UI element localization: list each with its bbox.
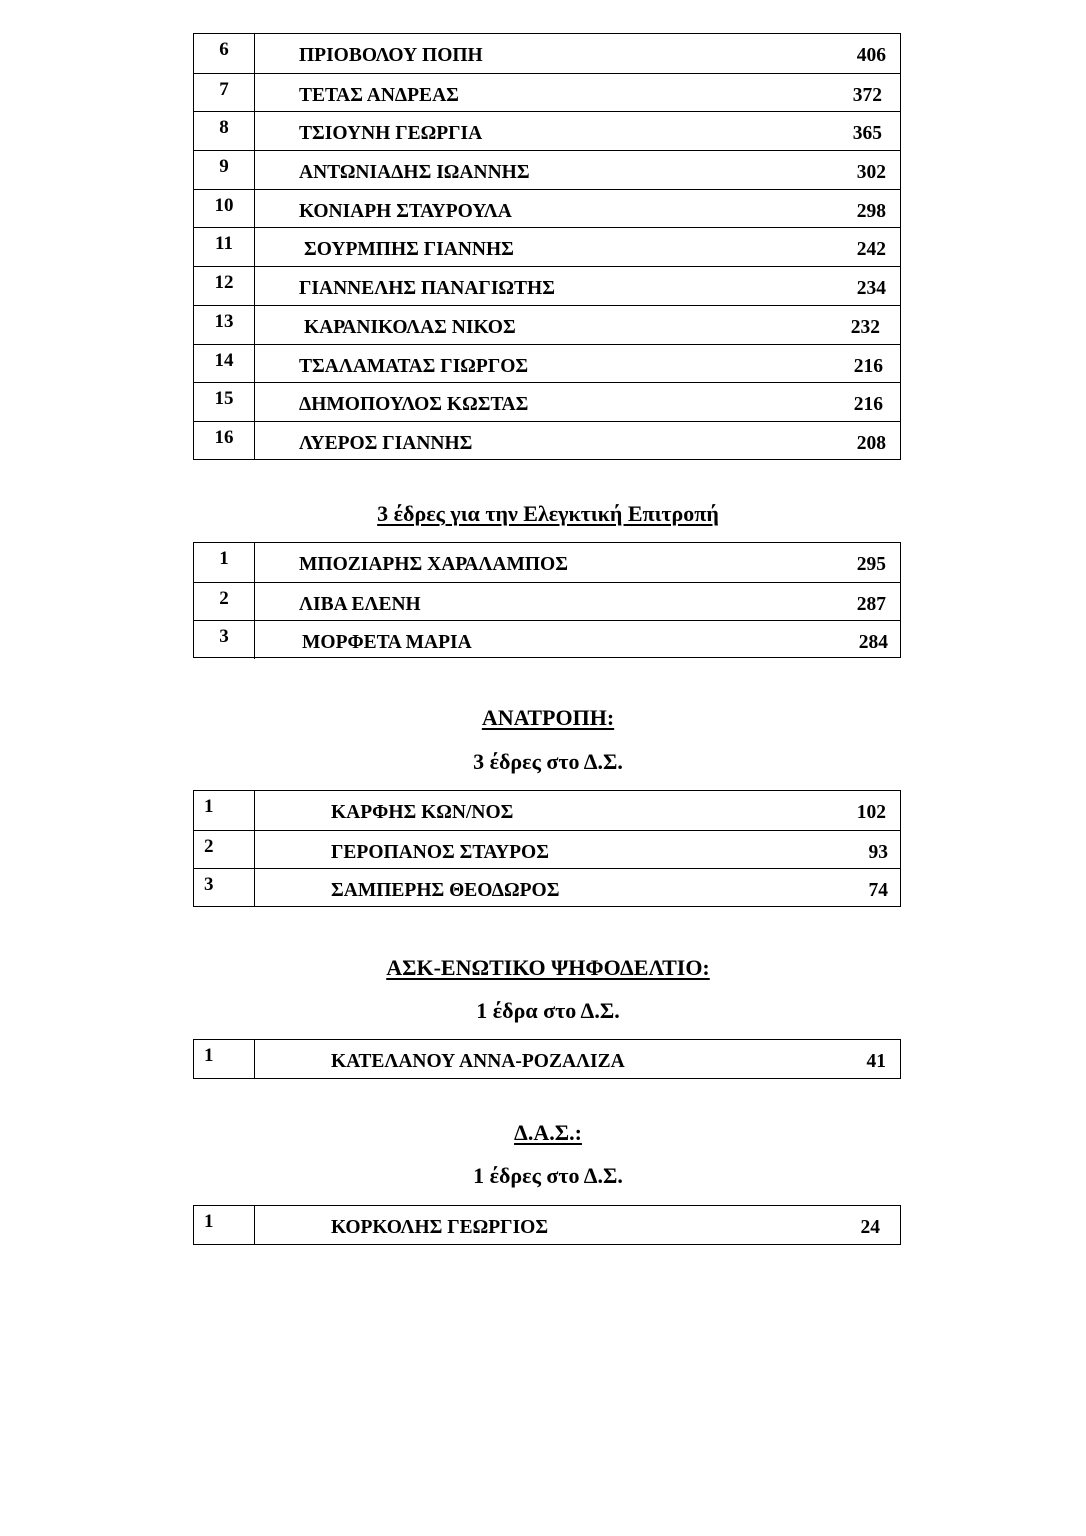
candidate-name: ΣΟΥΡΜΠΗΣ ΓΙΑΝΝΗΣ	[304, 239, 514, 261]
vote-count: 41	[866, 1051, 886, 1072]
audit-committee-heading	[5, 503, 1086, 525]
candidate-name: ΚΑΤΕΛΑΝΟΥ ΑΝΝΑ-ΡΟΖΑΛΙΖΑ	[331, 1051, 625, 1072]
candidate-name: ΓΕΡΟΠΑΝΟΣ ΣΤΑΥΡΟΣ	[331, 841, 549, 863]
table-row	[194, 189, 900, 228]
row-number: 1	[194, 1040, 255, 1078]
das-title-text: Δ.Α.Σ.:	[514, 1120, 582, 1145]
candidate-name: ΚΟΝΙΑΡΗ ΣΤΑΥΡΟΥΛΑ	[299, 200, 512, 222]
anatropi-title-text: ΑΝΑΤΡΟΠΗ:	[481, 705, 615, 730]
table-row	[194, 150, 900, 189]
row-number: 6	[194, 34, 255, 73]
row-number: 7	[194, 74, 255, 112]
vote-count: 216	[853, 355, 883, 377]
candidate-name: ΜΠΟΖΙΑΡΗΣ ΧΑΡΑΛΑΜΠΟΣ	[299, 554, 568, 575]
results-table-main	[193, 33, 901, 460]
vote-count: 93	[868, 841, 888, 863]
candidate-name: ΚΑΡΑΝΙΚΟΛΑΣ ΝΙΚΟΣ	[304, 316, 516, 338]
ask-seats: 1 έδρα στο Δ.Σ.	[476, 998, 620, 1023]
candidate-name: ΚΑΡΦΗΣ ΚΩΝ/ΝΟΣ	[331, 802, 514, 823]
row-number: 1	[194, 543, 255, 582]
table-row	[194, 791, 900, 830]
table-row	[194, 34, 900, 73]
vote-count: 365	[852, 123, 882, 145]
row-number: 14	[194, 345, 255, 383]
vote-count: 102	[856, 802, 886, 823]
vote-count: 298	[856, 200, 886, 222]
table-row	[194, 305, 900, 344]
candidate-name: ΤΣΑΛΑΜΑΤΑΣ ΓΙΩΡΓΟΣ	[299, 355, 529, 377]
row-number: 2	[194, 831, 255, 869]
anatropi-title	[5, 707, 1086, 729]
candidate-name: ΤΕΤΑΣ ΑΝΔΡΕΑΣ	[299, 84, 459, 106]
vote-count: 295	[856, 554, 886, 575]
table-row	[194, 582, 900, 621]
candidate-name: ΛΥΕΡΟΣ ΓΙΑΝΝΗΣ	[299, 432, 473, 454]
row-number: 1	[194, 791, 255, 830]
row-number: 10	[194, 190, 255, 228]
anatropi-seats: 3 έδρες στο Δ.Σ.	[473, 749, 623, 774]
table-row	[194, 382, 900, 421]
table-row	[194, 344, 900, 383]
row-number: 3	[194, 621, 255, 659]
candidate-name: ΤΣΙΟΥΝΗ ΓΕΩΡΓΙΑ	[299, 123, 483, 145]
anatropi-table	[193, 790, 901, 907]
row-number: 12	[194, 267, 255, 305]
candidate-name: ΠΡΙΟΒΟΛΟΥ ΠΟΠΗ	[299, 45, 483, 66]
row-number: 1	[194, 1206, 255, 1244]
das-seats: 1 έδρες στο Δ.Σ.	[473, 1163, 623, 1188]
ask-title	[5, 957, 1086, 979]
row-number: 11	[194, 228, 255, 266]
candidate-name: ΣΑΜΠΕΡΗΣ ΘΕΟΔΩΡΟΣ	[331, 880, 560, 902]
table-row	[194, 868, 900, 907]
table-row	[194, 421, 900, 460]
vote-count: 74	[868, 880, 888, 902]
candidate-name: ΜΟΡΦΕΤΑ ΜΑΡΙΑ	[302, 632, 472, 654]
candidate-name: ΚΟΡΚΟΛΗΣ ΓΕΩΡΓΙΟΣ	[331, 1217, 549, 1238]
vote-count: 242	[856, 239, 886, 261]
table-row	[194, 227, 900, 266]
table-row	[194, 266, 900, 305]
row-number: 9	[194, 151, 255, 189]
vote-count: 302	[856, 162, 886, 184]
das-table	[193, 1205, 901, 1245]
vote-count: 216	[853, 394, 883, 416]
table-row	[194, 1206, 900, 1244]
das-title	[5, 1122, 1086, 1144]
table-row	[194, 830, 900, 869]
candidate-name: ΛΙΒΑ ΕΛΕΝΗ	[299, 593, 421, 615]
row-number: 13	[194, 306, 255, 344]
table-row	[194, 111, 900, 150]
candidate-name: ΑΝΤΩΝΙΑΔΗΣ ΙΩΑΝΝΗΣ	[299, 162, 530, 184]
table-row	[194, 1040, 900, 1078]
row-number: 15	[194, 383, 255, 421]
vote-count: 232	[850, 316, 880, 338]
vote-count: 208	[856, 432, 886, 454]
vote-count: 284	[858, 632, 888, 654]
candidate-name: ΔΗΜΟΠΟΥΛΟΣ ΚΩΣΤΑΣ	[299, 394, 529, 416]
audit-committee-heading-text: 3 έδρες για την Ελεγκτική Επιτροπή	[377, 501, 719, 526]
vote-count: 234	[856, 278, 886, 300]
row-number: 8	[194, 112, 255, 150]
table-row	[194, 620, 900, 659]
ask-table	[193, 1039, 901, 1079]
candidate-name: ΓΙΑΝΝΕΛΗΣ ΠΑΝΑΓΙΩΤΗΣ	[299, 278, 555, 300]
table-row	[194, 73, 900, 112]
row-number: 16	[194, 422, 255, 460]
ask-title-text: ΑΣΚ-ΕΝΩΤΙΚΟ ΨΗΦΟΔΕΛΤΙΟ:	[386, 955, 710, 980]
audit-committee-table	[193, 542, 901, 658]
row-number: 3	[194, 869, 255, 907]
table-row	[194, 543, 900, 582]
vote-count: 24	[860, 1217, 880, 1238]
vote-count: 372	[852, 84, 882, 106]
vote-count: 287	[856, 593, 886, 615]
row-number: 2	[194, 583, 255, 621]
vote-count: 406	[856, 45, 886, 66]
